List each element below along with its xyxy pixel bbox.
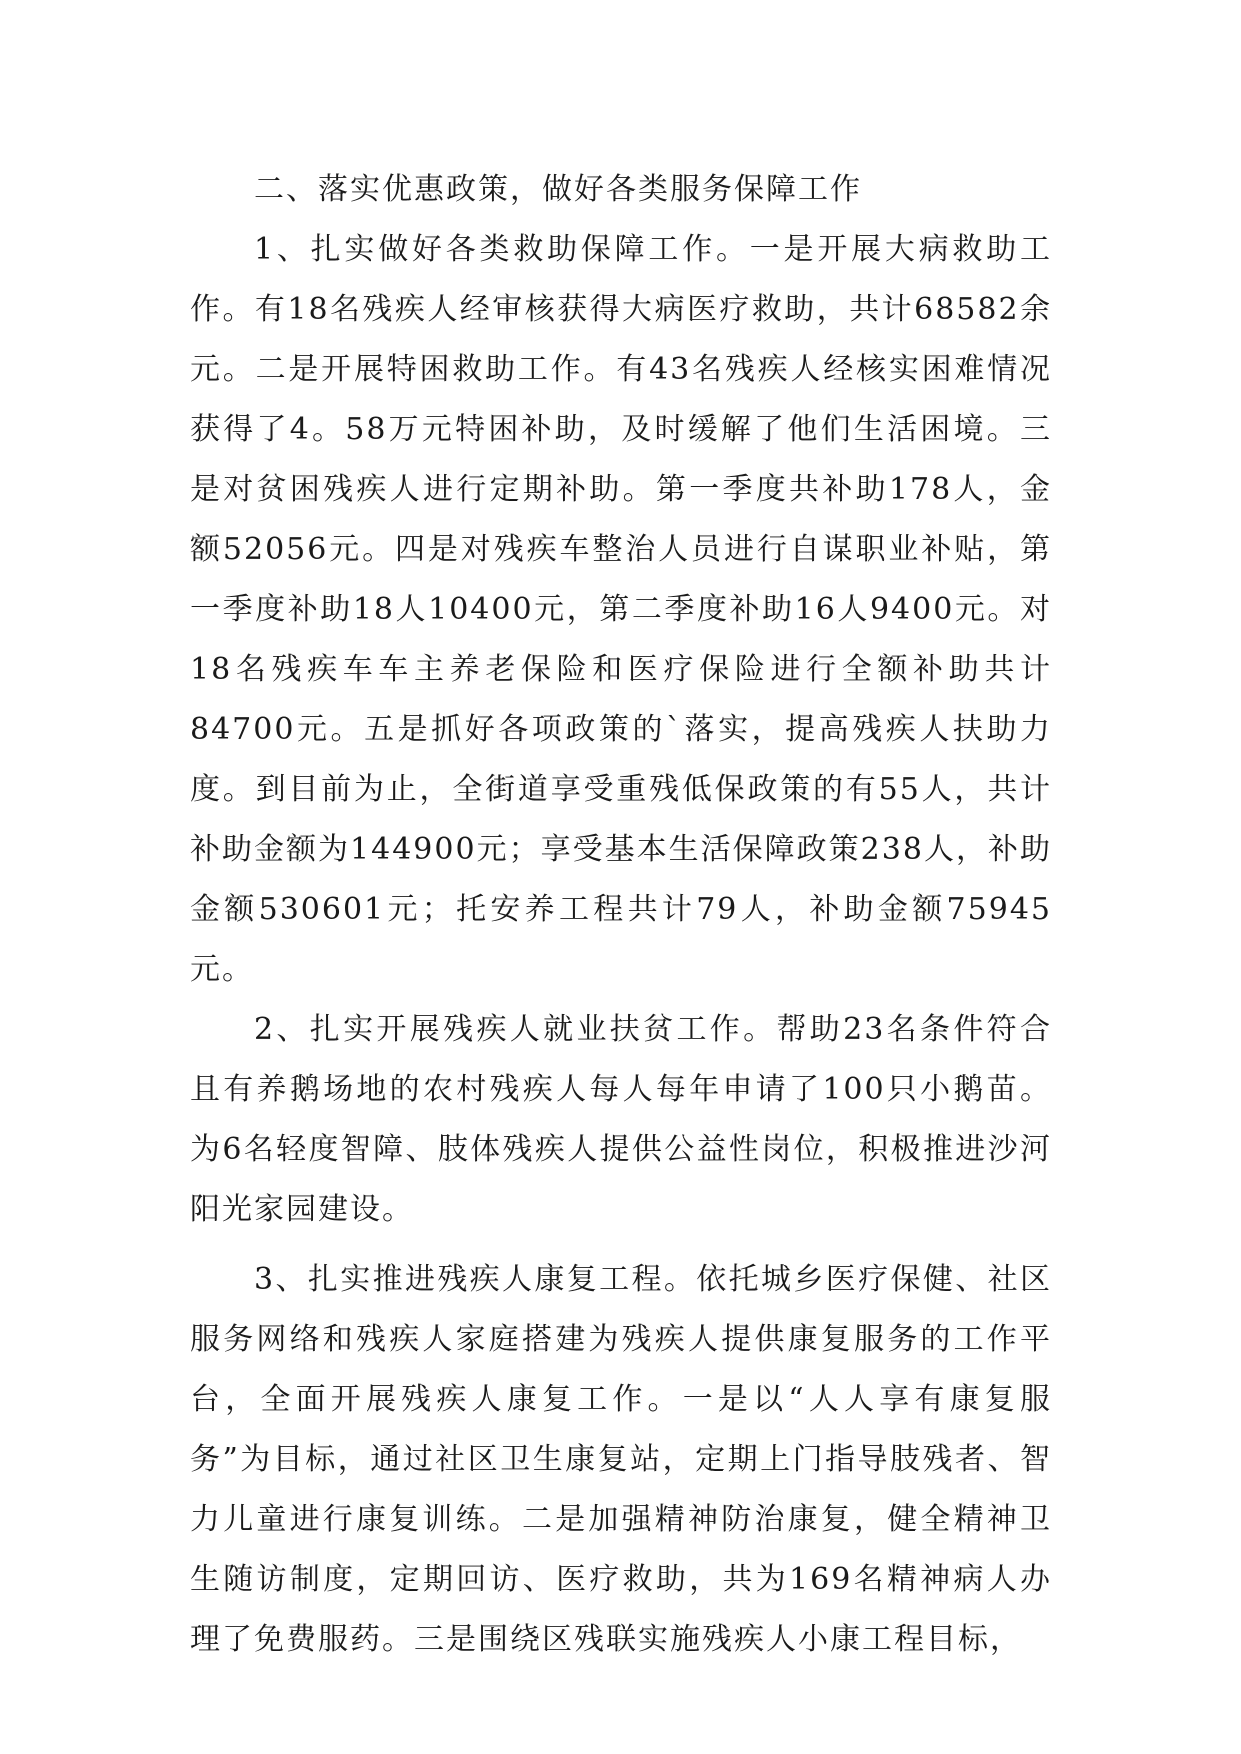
paragraph-rehabilitation: 3、扎实推进残疾人康复工程。依托城乡医疗保健、社区服务网络和残疾人家庭搭建为残疾人提供康复服务的工作平台，全面开展残疾人康复工作。一是以“人人享有康复服务”为目标，通过社区卫生康复站，定期上门指导肢残者、智力儿童进行康复训练。二是加强精神防治康复，健全精神卫生随访制度，定期回访、医疗救助，共为169名精神病人办理了免费服药。三是围绕区残联实施残疾人小康工程目标， [190,1262,1052,1657]
section-heading: 二、落实优惠政策，做好各类服务保障工作 [254,172,862,207]
paragraph-relief-security: 1、扎实做好各类救助保障工作。一是开展大病救助工作。有18名残疾人经审核获得大病医疗救助，共计68582余元。二是开展特困救助工作。有43名残疾人经核实困难情况获得了4。58万元特困补助，及时缓解了他们生活困境。三是对贫困残疾人进行定期补助。第一季度共补助178人，金额52056元。四是对残疾车整治人员进行自谋职业补贴，第一季度补助18人10400元，第二季度补助16人9400元。对18名残疾车车主养老保险和医疗保险进行全额补助共计84700元。五是抓好各项政策的`落实，提高残疾人扶助力度。到目前为止，全街道享受重残低保政策的有55人，共计补助金额为144900元；享受基本生活保障政策238人，补助金额530601元；托安养工程共计79人，补助金额75945元。 [190,232,1052,987]
document-body [190,160,1052,1670]
paragraph-employment-poverty: 2、扎实开展残疾人就业扶贫工作。帮助23名条件符合且有养鹅场地的农村残疾人每人每年申请了100只小鹅苗。为6名轻度智障、肢体残疾人提供公益性岗位，积极推进沙河阳光家园建设。 [190,1012,1052,1227]
